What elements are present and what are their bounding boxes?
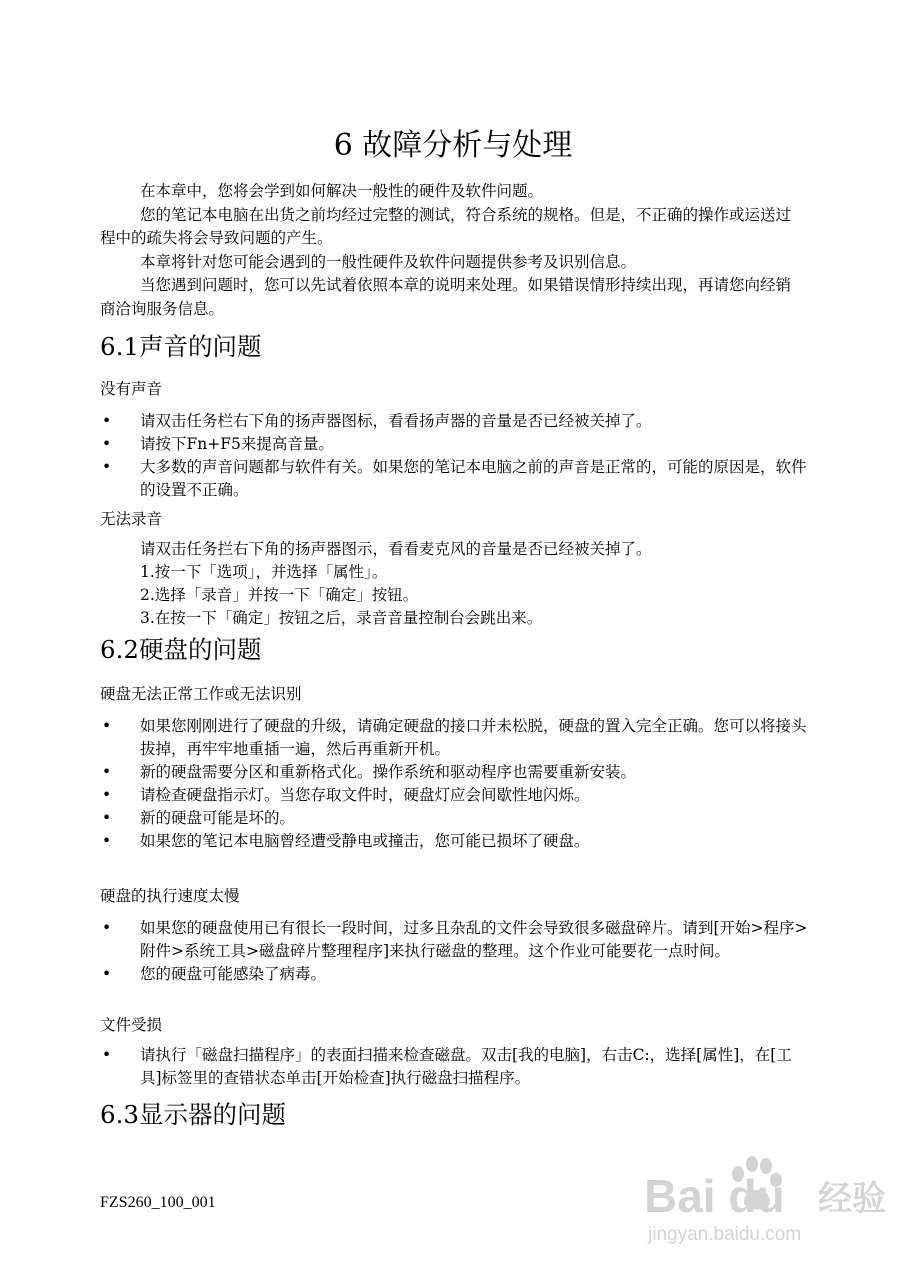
footer-doc-code: FZS260_100_001 (100, 1194, 216, 1211)
step-line: 1.按一下「选项」，并选择「属性」。 (140, 563, 388, 581)
no-record-steps (140, 538, 812, 630)
no-sound-list (100, 410, 812, 502)
watermark-url: jingyan.baidu.com (648, 1224, 802, 1245)
intro-text (100, 180, 806, 321)
step-line: 2.选择「录音」并按一下「确定」按钮。 (140, 586, 419, 604)
intro-paragraph: 在本章中，您将会学到如何解决一般性的硬件及软件问题。 (140, 182, 544, 200)
watermark-suffix: 经验 (818, 1180, 886, 1218)
disk-slow-list (100, 917, 812, 986)
step-line: 请双击任务拦右下角的扬声器图示，看看麦克风的音量是否已经被关掉了。 (140, 540, 652, 558)
subtitle-disk-slow: 硬盘的执行速度太慢 (100, 887, 240, 905)
list-item: • 请双击任务栏右下角的扬声器图标，看看扬声器的音量是否已经被关掉了。 (100, 410, 812, 433)
intro-paragraph: 本章将针对您可能会遇到的一般性硬件及软件问题提供参考及识别信息。 (140, 252, 637, 271)
section-title-sound: 6.1声音的问题 (100, 332, 262, 361)
subtitle-no-record: 无法录音 (100, 510, 163, 528)
section-title-display: 6.3显示器的问题 (100, 1100, 286, 1129)
watermark-brand: Bai du (644, 1170, 785, 1222)
list-item: • 请检查硬盘指示灯。当您存取文件时，硬盘灯应会间歇性地闪烁。 (100, 784, 812, 807)
list-item: • 新的硬盘需要分区和重新格式化。操作系统和驱动程序也需要重新安装。 (100, 761, 812, 784)
list-item: • 请执行「磁盘扫描程序」的表面扫描来检查磁盘。双击[我的电脑]，右击C:，选择[属性]，在[工具]标签里的查错状态单击[开始检查]执行磁盘扫描程序。 (100, 1044, 812, 1090)
intro-paragraph: 当您遇到问题时，您可以先试着依照本章的说明来处理。如果错误情形持续出现，再请您向经销商洽询服务信息。 (100, 276, 792, 318)
list-item: • 如果您的硬盘使用已有很长一段时间，过多且杂乱的文件会导致很多磁盘碎片。请到[开始>程序>附件>系统工具>磁盘碎片整理程序]来执行磁盘的整理。这个作业可能要花一点时间。 (100, 917, 812, 963)
subtitle-file-damaged: 文件受损 (100, 1016, 163, 1034)
file-damaged-list (100, 1044, 812, 1090)
chapter-title: 6 故障分析与处理 (333, 128, 573, 163)
list-item: • 您的硬盘可能感染了病毒。 (100, 963, 812, 986)
subtitle-disk-not-working: 硬盘无法正常工作或无法识别 (100, 685, 302, 703)
intro-paragraph: 您的笔记本电脑在出货之前均经过完整的测试，符合系统的规格。但是，不正确的操作或运送过程中的疏失将会导致问题的产生。 (100, 205, 792, 247)
subtitle-no-sound: 没有声音 (100, 380, 163, 398)
step-line: 3.在按一下「确定」按钮之后，录音音量控制台会跳出来。 (140, 609, 543, 627)
disk-not-working-list (100, 715, 812, 853)
section-title-disk: 6.2硬盘的问题 (100, 635, 262, 664)
list-item: • 如果您刚刚进行了硬盘的升级，请确定硬盘的接口并未松脱，硬盘的置入完全正确。您可以将接头拔掉，再牢牢地重插一遍，然后再重新开机。 (100, 715, 812, 761)
baidu-watermark (640, 1140, 890, 1250)
list-item: • 新的硬盘可能是坏的。 (100, 807, 812, 830)
list-item: • 如果您的笔记本电脑曾经遭受静电或撞击，您可能已损坏了硬盘。 (100, 830, 812, 853)
list-item: • 大多数的声音问题都与软件有关。如果您的笔记本电脑之前的声音是正常的，可能的原因是，软件的设置不正确。 (100, 456, 812, 502)
list-item: • 请按下Fn+F5来提高音量。 (100, 433, 812, 456)
